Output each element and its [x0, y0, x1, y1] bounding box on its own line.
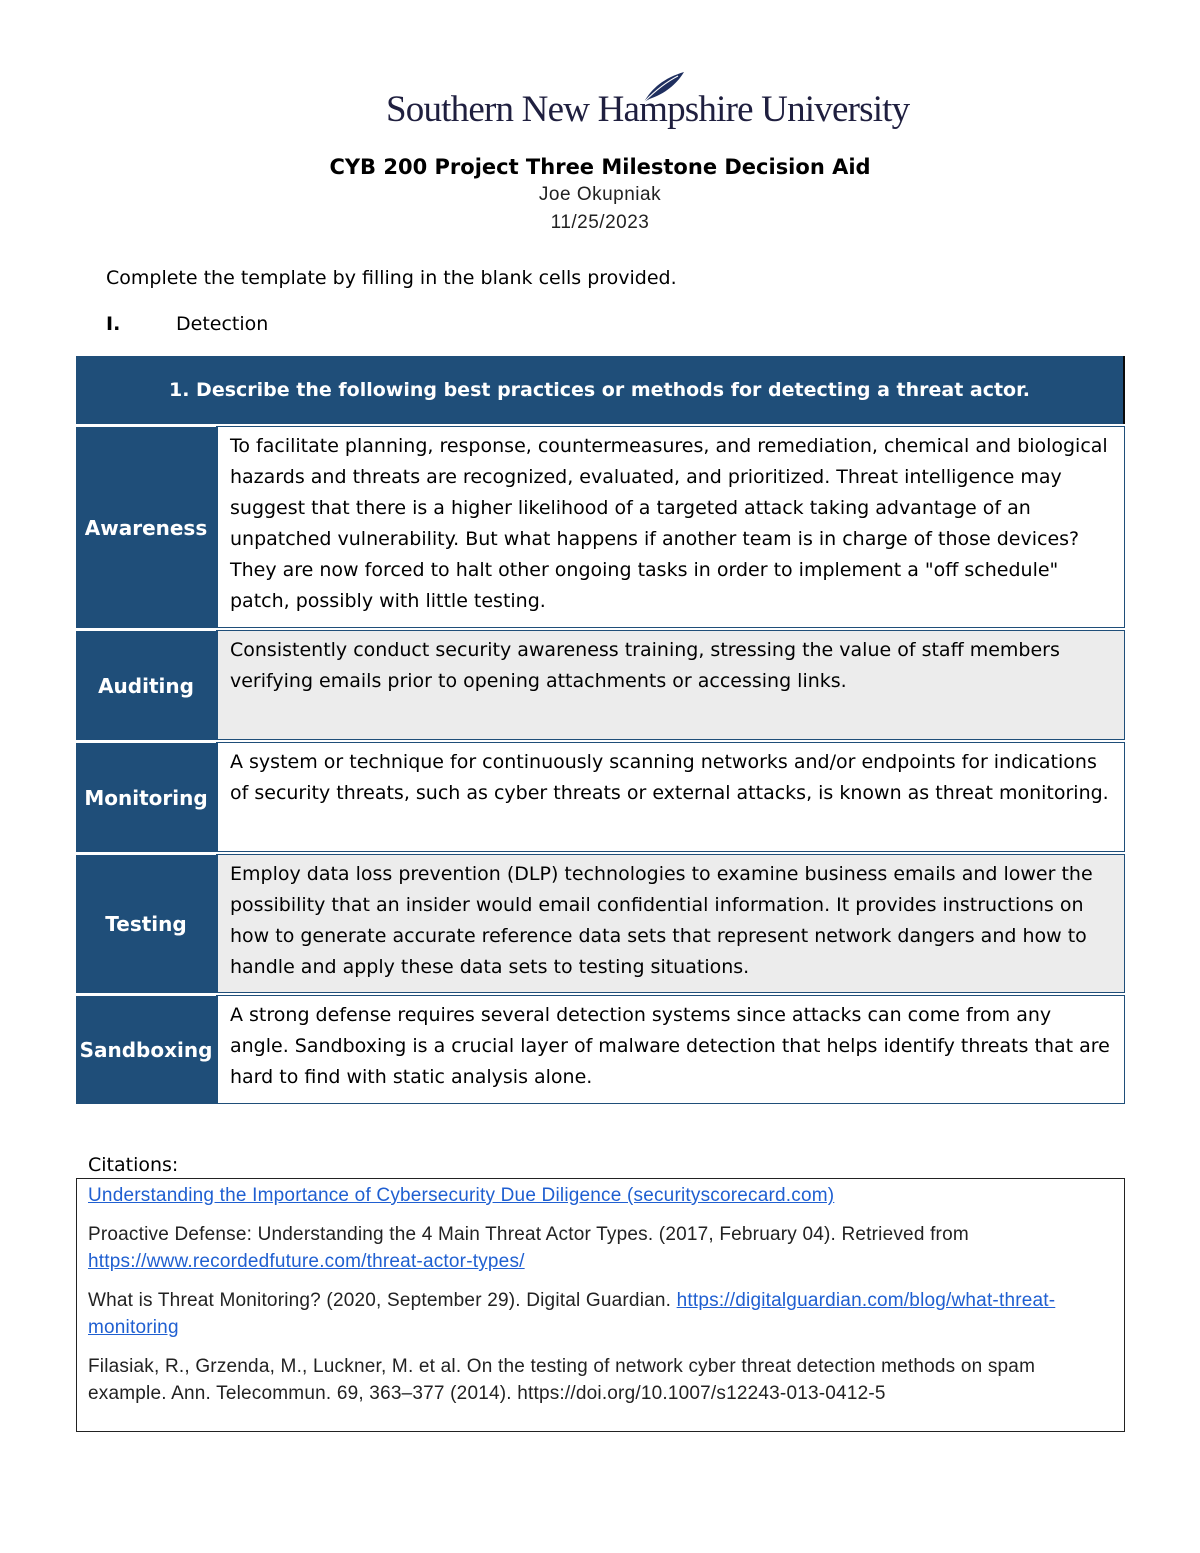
citation-link[interactable]: https://digitalguardian.com/blog/what-threat-monitoring	[88, 1290, 1056, 1338]
citation-text: What is Threat Monitoring? (2020, September 29). Digital Guardian.	[88, 1290, 677, 1311]
citation-text: Proactive Defense: Understanding the 4 Main Threat Actor Types. (2017, February 04). Retrieved from	[88, 1224, 969, 1245]
row-label-sandboxing: Sandboxing	[76, 993, 216, 1104]
document-title: CYB 200 Project Three Milestone Decision Aid	[329, 155, 871, 179]
document-date: 11/25/2023	[550, 212, 650, 233]
row-label-testing: Testing	[76, 852, 216, 993]
citations-label: Citations:	[88, 1154, 179, 1176]
table-row	[76, 628, 1125, 740]
section-heading	[106, 313, 268, 335]
section-label: Detection	[176, 313, 269, 335]
section-number: I.	[106, 313, 121, 335]
row-text-sandboxing[interactable]: A strong defense requires several detection systems since attacks can come from any angle. Sandboxing is a crucial layer of malware detection that helps identify threats that are hard to find with static analysis alone.	[216, 995, 1125, 1104]
citation-text: Filasiak, R., Grzenda, M., Luckner, M. et al. On the testing of network cyber threat detection methods on spam example. Ann. Telecommun. 69, 363–377 (2014). https://doi.org/10.1007/s12243-013-0412-5	[88, 1356, 1036, 1404]
citation-item	[88, 1221, 1114, 1275]
table-row	[76, 852, 1125, 993]
university-logo	[386, 70, 910, 138]
citation-item	[88, 1287, 1114, 1341]
row-text-monitoring[interactable]: A system or technique for continuously scanning networks and/or endpoints for indications of security threats, such as cyber threats or external attacks, is known as threat monitoring.	[216, 742, 1125, 852]
citations-box	[76, 1178, 1125, 1432]
citation-item	[88, 1182, 1114, 1209]
author-name: Joe Okupniak	[538, 184, 662, 205]
leaf-icon	[638, 70, 688, 104]
table-row	[76, 993, 1125, 1104]
row-text-awareness[interactable]: To facilitate planning, response, countermeasures, and remediation, chemical and biological hazards and threats are recognized, evaluated, and prioritized. Threat intelligence may suggest that there is a higher likelihood of a targeted attack taking advantage of an unpatched vulnerability. But what happens if another team is in charge of those devices? They are now forced to halt other ongoing tasks in order to implement a "off schedule" patch, possibly with little testing.	[216, 426, 1125, 628]
detection-table	[76, 356, 1125, 1104]
table-row	[76, 424, 1125, 628]
row-text-auditing[interactable]: Consistently conduct security awareness training, stressing the value of staff members verifying emails prior to opening attachments or accessing links.	[216, 630, 1125, 740]
logo-wordmark: Southern New Hampshire University	[386, 89, 910, 130]
citation-link[interactable]: Understanding the Importance of Cybersecurity Due Diligence (securityscorecard.com)	[88, 1185, 835, 1206]
table-heading: 1. Describe the following best practices or methods for detecting a threat actor.	[76, 356, 1125, 424]
table-row	[76, 740, 1125, 852]
citation-item	[88, 1353, 1114, 1407]
citation-link[interactable]: https://www.recordedfuture.com/threat-actor-types/	[88, 1251, 525, 1272]
row-label-awareness: Awareness	[76, 424, 216, 628]
row-label-auditing: Auditing	[76, 628, 216, 740]
instructions-text: Complete the template by filling in the blank cells provided.	[106, 267, 677, 289]
row-text-testing[interactable]: Employ data loss prevention (DLP) technologies to examine business emails and lower the possibility that an insider would email confidential information. It provides instructions on how to generate accurate reference data sets that represent network dangers and how to handle and apply these data sets to testing situations.	[216, 854, 1125, 993]
row-label-monitoring: Monitoring	[76, 740, 216, 852]
